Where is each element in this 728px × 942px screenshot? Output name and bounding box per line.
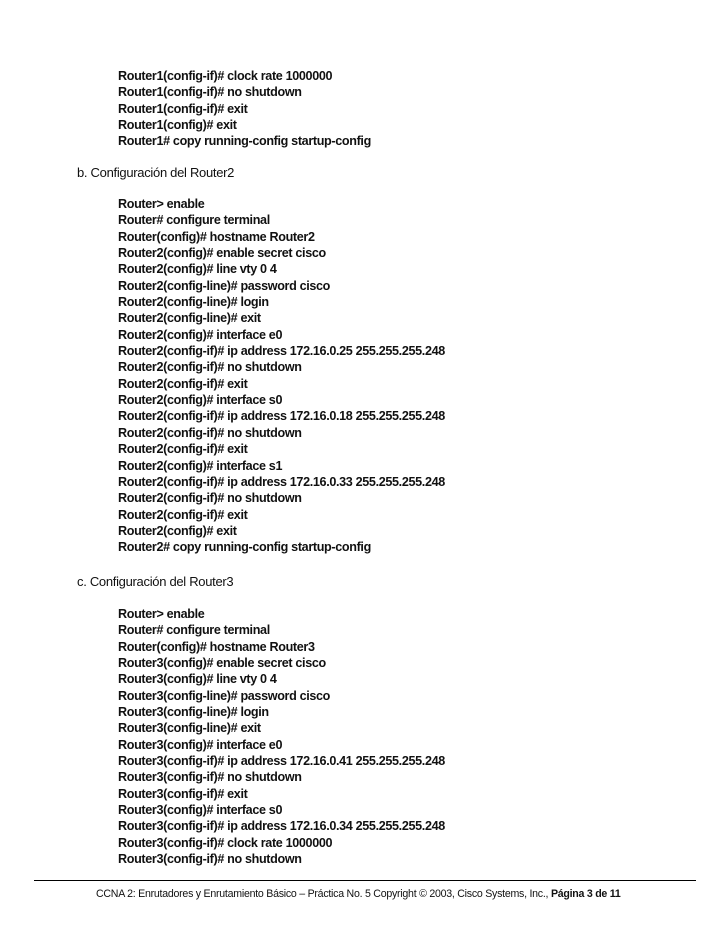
footer-divider	[34, 880, 696, 881]
config-line: Router2(config-if)# ip address 172.16.0.18 255.255.255.248	[118, 409, 445, 424]
config-line: Router3(config-if)# no shutdown	[118, 770, 302, 785]
router2-config-block	[118, 196, 678, 556]
config-line: Router1# copy running-config startup-config	[118, 134, 371, 149]
config-line: Router3(config-if)# ip address 172.16.0.34 255.255.255.248	[118, 819, 445, 834]
section-heading-router2: b. Configuración del Router2	[77, 165, 235, 180]
config-line: Router2(config-if)# no shutdown	[118, 360, 302, 375]
config-line: Router2(config-if)# exit	[118, 376, 248, 391]
config-line: Router2(config-line)# exit	[118, 311, 261, 326]
config-line: Router3(config-line)# login	[118, 705, 269, 720]
config-line: Router2(config-if)# exit	[118, 442, 248, 457]
section-heading-router3: c. Configuración del Router3	[77, 574, 234, 589]
page-footer	[96, 887, 620, 901]
config-line: Router3(config)# interface e0	[118, 737, 283, 752]
config-line: Router3(config-if)# ip address 172.16.0.41 255.255.255.248	[118, 754, 445, 769]
config-line: Router1(config-if)# no shutdown	[118, 85, 302, 100]
config-line: Router2(config-if)# exit	[118, 507, 248, 522]
config-line: Router3(config)# interface s0	[118, 803, 283, 818]
config-line: Router2(config)# exit	[118, 523, 237, 538]
config-line: Router2# copy running-config startup-config	[118, 540, 371, 555]
config-line: Router# configure terminal	[118, 213, 270, 228]
config-line: Router(config)# hostname Router3	[118, 639, 315, 654]
config-line: Router1(config)# exit	[118, 118, 237, 133]
config-line: Router2(config)# line vty 0 4	[118, 262, 277, 277]
config-line: Router3(config-line)# exit	[118, 721, 261, 736]
config-line: Router1(config-if)# exit	[118, 101, 248, 116]
config-line: Router3(config)# line vty 0 4	[118, 672, 277, 687]
config-line: Router3(config-line)# password cisco	[118, 688, 331, 703]
config-line: Router1(config-if)# clock rate 1000000	[118, 69, 333, 83]
config-line: Router2(config)# interface e0	[118, 327, 283, 342]
config-line: Router2(config-if)# no shutdown	[118, 425, 302, 440]
config-line: Router> enable	[118, 197, 205, 211]
config-line: Router> enable	[118, 607, 205, 621]
router1-config-continuation	[118, 68, 678, 150]
config-line: Router3(config)# enable secret cisco	[118, 656, 326, 671]
config-line: Router2(config)# interface s0	[118, 393, 283, 408]
config-line: Router(config)# hostname Router2	[118, 229, 315, 244]
config-line: Router2(config-if)# ip address 172.16.0.25 255.255.255.248	[118, 344, 445, 359]
config-line: Router2(config-if)# ip address 172.16.0.33 255.255.255.248	[118, 474, 445, 489]
router3-config-block	[118, 606, 678, 868]
config-line: Router2(config)# enable secret cisco	[118, 246, 326, 261]
footer-text: CCNA 2: Enrutadores y Enrutamiento Básico – Práctica No. 5 Copyright © 2003, Cisco Systems, Inc.,	[96, 888, 551, 900]
page-number: Página 3 de 11	[550, 888, 621, 900]
config-line: Router2(config-line)# password cisco	[118, 278, 331, 293]
config-line: Router3(config-if)# clock rate 1000000	[118, 835, 333, 850]
config-line: Router2(config-line)# login	[118, 295, 269, 310]
config-line: Router3(config-if)# exit	[118, 786, 248, 801]
config-line: Router# configure terminal	[118, 623, 270, 638]
config-line: Router3(config-if)# no shutdown	[118, 852, 302, 867]
config-line: Router2(config-if)# no shutdown	[118, 491, 302, 506]
config-line: Router2(config)# interface s1	[118, 458, 283, 473]
